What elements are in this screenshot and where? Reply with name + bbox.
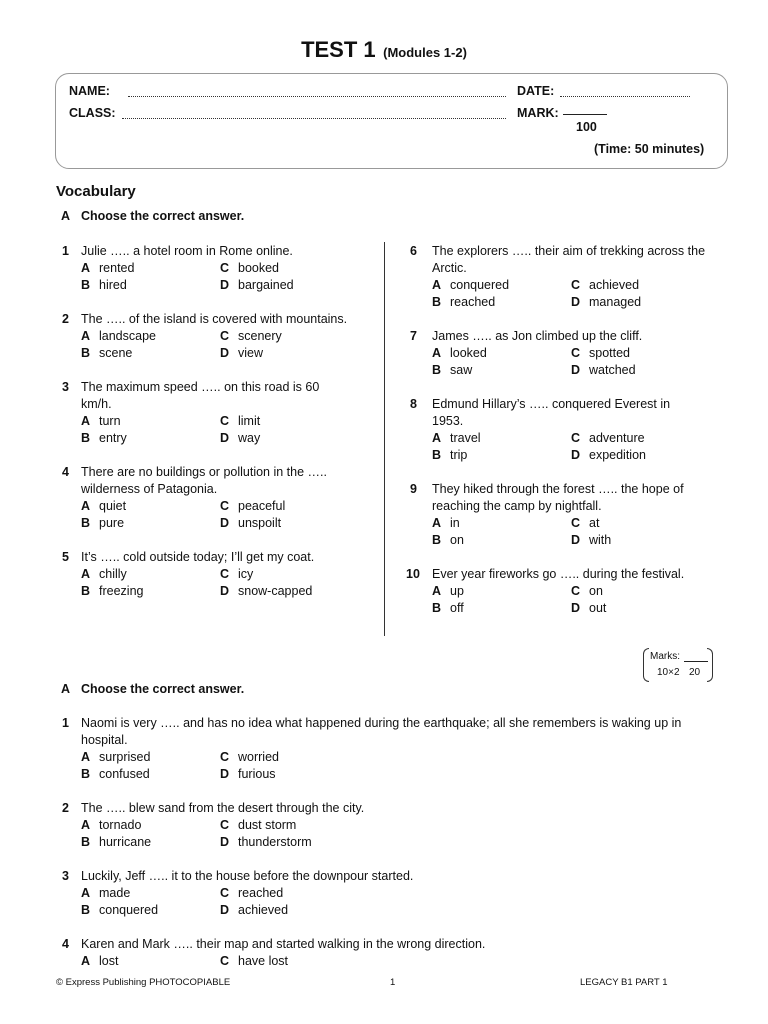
question-8 xyxy=(410,396,700,464)
question-text: It’s ….. cold outside today; I’ll get my coat. xyxy=(81,550,315,564)
options xyxy=(432,430,700,464)
options xyxy=(81,817,712,851)
option-c[interactable]: C peaceful xyxy=(220,499,286,513)
marks-total: 20 xyxy=(689,667,701,678)
option-d[interactable]: D thunderstorm xyxy=(220,835,312,849)
option-d[interactable]: D way xyxy=(220,431,261,445)
option-d[interactable]: D expedition xyxy=(571,448,646,462)
mark-field[interactable] xyxy=(563,114,607,115)
question-6 xyxy=(410,243,710,311)
question-text: The explorers ….. their aim of trekking across the Arctic. xyxy=(432,244,706,275)
question-text: There are no buildings or pollution in the ….. wilderness of Patagonia. xyxy=(81,465,327,496)
question-number: 7 xyxy=(410,329,417,343)
option-d[interactable]: D with xyxy=(571,533,612,547)
question-number: 1 xyxy=(62,716,69,730)
option-c[interactable]: C adventure xyxy=(571,431,645,445)
marks-box xyxy=(643,648,713,682)
options xyxy=(432,277,710,311)
page-title xyxy=(0,37,768,63)
question-text: Luckily, Jeff ….. it to the house before the downpour started. xyxy=(81,869,414,883)
name-field[interactable] xyxy=(128,96,506,97)
option-b[interactable]: B reached xyxy=(432,295,496,309)
option-d[interactable]: D furious xyxy=(220,767,276,781)
section-instruction xyxy=(61,209,244,223)
footer-copyright: © Express Publishing PHOTOCOPIABLE xyxy=(56,977,231,988)
option-c[interactable]: C reached xyxy=(220,886,284,900)
option-b[interactable]: B pure xyxy=(81,516,125,530)
option-c[interactable]: C spotted xyxy=(571,346,631,360)
mark-label: MARK: xyxy=(517,106,559,120)
section2-question-1 xyxy=(62,715,712,783)
option-b[interactable]: B conquered xyxy=(81,903,159,917)
option-c[interactable]: C icy xyxy=(220,567,254,581)
option-d[interactable]: D achieved xyxy=(220,903,289,917)
footer-book-title: LEGACY B1 PART 1 xyxy=(580,977,668,988)
mark-total: 100 xyxy=(576,120,597,134)
question-2 xyxy=(62,311,362,362)
options xyxy=(81,885,712,919)
question-number: 3 xyxy=(62,869,69,883)
name-label: NAME: xyxy=(69,84,110,98)
options xyxy=(81,498,342,532)
option-d[interactable]: D bargained xyxy=(220,278,294,292)
options xyxy=(81,328,362,362)
option-c[interactable]: C at xyxy=(571,516,600,530)
test-title: TEST 1 xyxy=(301,37,376,62)
date-label: DATE: xyxy=(517,84,555,98)
question-number: 4 xyxy=(62,937,69,951)
question-9 xyxy=(410,481,710,549)
question-number: 9 xyxy=(410,482,417,496)
option-a[interactable]: A in xyxy=(432,516,460,530)
options xyxy=(432,515,710,549)
marks-score-field[interactable] xyxy=(684,661,708,662)
options xyxy=(81,953,712,970)
option-c[interactable]: C scenery xyxy=(220,329,282,343)
section2-question-2 xyxy=(62,800,712,851)
options xyxy=(81,260,362,294)
option-b[interactable]: B trip xyxy=(432,448,468,462)
option-d[interactable]: D view xyxy=(220,346,264,360)
option-b[interactable]: B saw xyxy=(432,363,473,377)
question-text: They hiked through the forest ….. the hope of reaching the camp by nightfall. xyxy=(432,482,684,513)
question-number: 5 xyxy=(62,550,69,564)
section2-instruction xyxy=(61,682,244,696)
question-10 xyxy=(406,566,716,617)
option-a[interactable]: A chilly xyxy=(81,567,127,581)
question-number: 1 xyxy=(62,244,69,258)
option-b[interactable]: B confused xyxy=(81,767,150,781)
marks-bracket-right xyxy=(707,648,713,682)
instruction-letter: A xyxy=(61,209,71,223)
question-text: Naomi is very ….. and has no idea what happened during the earthquake; all she remembers is waking up in hospital. xyxy=(81,716,682,747)
options xyxy=(432,583,716,617)
marks-label: Marks: xyxy=(650,651,680,662)
option-a[interactable]: A made xyxy=(81,886,131,900)
option-d[interactable]: D managed xyxy=(571,295,642,309)
option-a[interactable]: A tornado xyxy=(81,818,142,832)
question-text: The ….. blew sand from the desert through the city. xyxy=(81,801,365,815)
question-number: 2 xyxy=(62,801,69,815)
question-text: Ever year fireworks go ….. during the festival. xyxy=(432,567,685,581)
marks-calc: 10×2 xyxy=(657,667,680,678)
option-d[interactable]: D watched xyxy=(571,363,636,377)
option-b[interactable]: B off xyxy=(432,601,464,615)
option-b[interactable]: B scene xyxy=(81,346,133,360)
option-d[interactable]: D out xyxy=(571,601,607,615)
option-a[interactable]: A turn xyxy=(81,414,121,428)
option-c[interactable]: C dust storm xyxy=(220,818,297,832)
options xyxy=(432,345,710,379)
question-number: 10 xyxy=(406,567,420,581)
question-number: 6 xyxy=(410,244,417,258)
option-c[interactable]: C have lost xyxy=(220,954,289,968)
section2-question-4 xyxy=(62,936,712,970)
question-text: Julie ….. a hotel room in Rome online. xyxy=(81,244,293,258)
question-7 xyxy=(410,328,710,379)
option-a[interactable]: A quiet xyxy=(81,499,127,513)
option-b[interactable]: B hired xyxy=(81,278,127,292)
option-b[interactable]: B on xyxy=(432,533,464,547)
options xyxy=(81,749,712,783)
option-b[interactable]: B entry xyxy=(81,431,127,445)
option-a[interactable]: A up xyxy=(432,584,464,598)
options xyxy=(81,566,362,600)
option-c[interactable]: C on xyxy=(571,584,603,598)
class-field[interactable] xyxy=(122,118,506,119)
instruction-text: Choose the correct answer. xyxy=(81,682,245,696)
question-1 xyxy=(62,243,362,294)
option-d[interactable]: D snow-capped xyxy=(220,584,313,598)
options xyxy=(81,413,352,447)
instruction-text: Choose the correct answer. xyxy=(81,209,245,223)
option-a[interactable]: A surprised xyxy=(81,750,151,764)
question-number: 4 xyxy=(62,465,69,479)
question-text: Edmund Hillary’s ….. conquered Everest in 1953. xyxy=(432,397,671,428)
option-a[interactable]: A travel xyxy=(432,431,481,445)
option-d[interactable]: D unspoilt xyxy=(220,516,282,530)
time-note: (Time: 50 minutes) xyxy=(594,142,705,156)
date-field[interactable] xyxy=(560,96,690,97)
option-b[interactable]: B freezing xyxy=(81,584,144,598)
option-a[interactable]: A lost xyxy=(81,954,119,968)
instruction-letter: A xyxy=(61,682,71,696)
option-a[interactable]: A landscape xyxy=(81,329,156,343)
question-number: 8 xyxy=(410,397,417,411)
class-label: CLASS: xyxy=(69,106,116,120)
option-c[interactable]: C limit xyxy=(220,414,261,428)
option-c[interactable]: C worried xyxy=(220,750,279,764)
option-b[interactable]: B hurricane xyxy=(81,835,152,849)
footer-page-number: 1 xyxy=(390,977,396,988)
question-number: 2 xyxy=(62,312,69,326)
question-3 xyxy=(62,379,352,447)
question-text: The maximum speed ….. on this road is 60 km/h. xyxy=(81,380,320,411)
question-text: James ….. as Jon climbed up the cliff. xyxy=(432,329,643,343)
section-heading: Vocabulary xyxy=(56,183,136,200)
option-c[interactable]: C achieved xyxy=(571,278,640,292)
section2-question-3 xyxy=(62,868,712,919)
column-divider xyxy=(384,242,385,636)
question-text: The ….. of the island is covered with mountains. xyxy=(81,312,348,326)
question-number: 3 xyxy=(62,380,69,394)
question-text: Karen and Mark ….. their map and started walking in the wrong direction. xyxy=(81,937,486,951)
question-5 xyxy=(62,549,362,600)
option-a[interactable]: A conquered xyxy=(432,278,510,292)
question-4 xyxy=(62,464,342,532)
option-a[interactable]: A rented xyxy=(81,261,135,275)
marks-bracket-left xyxy=(643,648,649,682)
option-a[interactable]: A looked xyxy=(432,346,487,360)
option-c[interactable]: C booked xyxy=(220,261,280,275)
test-subtitle: (Modules 1-2) xyxy=(383,45,467,60)
